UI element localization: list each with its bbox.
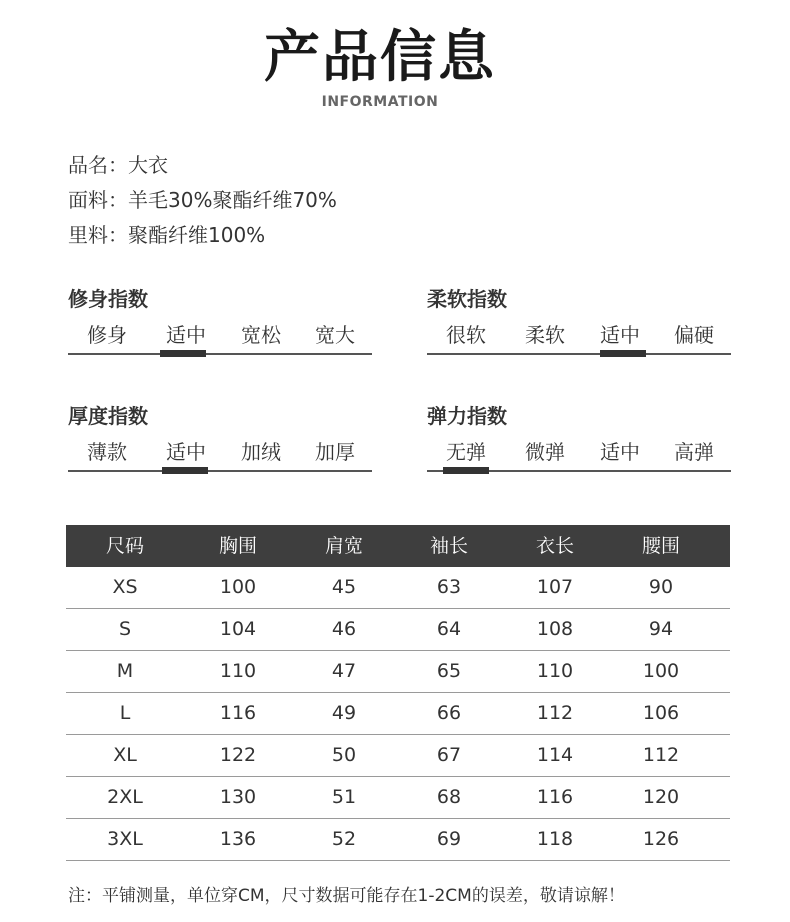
header-size: 尺码 xyxy=(105,535,144,557)
table-cell: 67 xyxy=(436,744,462,766)
header-waist: 腰围 xyxy=(641,535,680,557)
table-cell: 68 xyxy=(436,786,462,808)
thickness-index-selected-marker xyxy=(162,467,208,474)
thickness-option-2: 适中 xyxy=(166,440,206,464)
table-cell: 63 xyxy=(436,576,462,598)
table-cell: 110 xyxy=(219,660,257,682)
elasticity-index-selected-marker xyxy=(443,467,489,474)
table-cell: 50 xyxy=(331,744,357,766)
table-cell: 45 xyxy=(331,576,357,598)
table-row xyxy=(66,693,730,735)
table-cell: 2XL xyxy=(107,786,143,808)
table-row xyxy=(66,735,730,777)
table-cell: XL xyxy=(113,744,137,766)
table-row xyxy=(66,567,730,609)
table-cell: S xyxy=(118,618,132,640)
table-row xyxy=(66,819,730,861)
product-info xyxy=(68,148,337,253)
table-cell: 104 xyxy=(219,618,257,640)
table-cell: 3XL xyxy=(107,828,143,850)
table-cell: 51 xyxy=(331,786,357,808)
header-sleeve: 袖长 xyxy=(429,535,468,557)
table-cell: 52 xyxy=(331,828,357,850)
measurement-note: 注：平铺测量，单位穿CM，尺寸数据可能存在1-2CM的误差，敬请谅解！ xyxy=(68,886,625,906)
softness-index-scale-line xyxy=(427,353,731,355)
table-cell: 108 xyxy=(536,618,574,640)
fit-index-scale-line xyxy=(68,353,372,355)
header-length: 衣长 xyxy=(535,535,574,557)
elasticity-option-2: 微弹 xyxy=(525,440,565,464)
thickness-index-scale-line xyxy=(68,470,372,472)
table-cell: 64 xyxy=(436,618,462,640)
elasticity-index-options xyxy=(427,437,731,469)
fit-index-title: 修身指数 xyxy=(68,287,148,311)
fit-option-3: 宽松 xyxy=(241,323,281,347)
softness-index-options xyxy=(427,320,731,352)
table-cell: 122 xyxy=(219,744,257,766)
table-cell: 94 xyxy=(648,618,674,640)
table-cell: 118 xyxy=(536,828,574,850)
table-cell: 136 xyxy=(219,828,257,850)
table-cell: 114 xyxy=(536,744,574,766)
elasticity-option-4: 高弹 xyxy=(674,440,714,464)
size-table-header xyxy=(66,525,730,567)
fit-option-1: 修身 xyxy=(87,323,127,347)
softness-index xyxy=(427,286,731,347)
table-cell: 100 xyxy=(219,576,257,598)
table-cell: 120 xyxy=(642,786,680,808)
table-row xyxy=(66,777,730,819)
table-cell: 110 xyxy=(536,660,574,682)
page-subtitle: INFORMATION xyxy=(321,94,439,110)
thickness-option-3: 加绒 xyxy=(241,440,281,464)
table-cell: L xyxy=(119,702,131,724)
table-cell: 100 xyxy=(642,660,680,682)
thickness-option-1: 薄款 xyxy=(87,440,127,464)
elasticity-index xyxy=(427,403,731,464)
page-title: 产品信息 xyxy=(264,25,496,90)
softness-index-selected-marker xyxy=(600,350,646,357)
info-lining: 里料：聚酯纤维100% xyxy=(68,223,266,247)
table-cell: 130 xyxy=(219,786,257,808)
elasticity-option-1: 无弹 xyxy=(446,440,486,464)
table-row xyxy=(66,651,730,693)
table-cell: 126 xyxy=(642,828,680,850)
table-cell: 112 xyxy=(536,702,574,724)
table-cell: M xyxy=(116,660,134,682)
thickness-index-title: 厚度指数 xyxy=(68,404,148,428)
fit-option-4: 宽大 xyxy=(315,323,355,347)
softness-option-3: 适中 xyxy=(600,323,640,347)
header-chest: 胸围 xyxy=(218,535,257,557)
fit-index-selected-marker xyxy=(160,350,206,357)
softness-option-2: 柔软 xyxy=(525,323,565,347)
table-cell: 69 xyxy=(436,828,462,850)
fit-index xyxy=(68,286,372,347)
table-cell: 112 xyxy=(642,744,680,766)
softness-option-4: 偏硬 xyxy=(674,323,714,347)
elasticity-index-title: 弹力指数 xyxy=(427,404,507,428)
table-cell: 47 xyxy=(331,660,357,682)
table-cell: 107 xyxy=(536,576,574,598)
fit-option-2: 适中 xyxy=(166,323,206,347)
table-cell: 116 xyxy=(536,786,574,808)
softness-option-1: 很软 xyxy=(446,323,486,347)
info-fabric: 面料：羊毛30%聚酯纤维70% xyxy=(68,188,337,212)
table-cell: 90 xyxy=(648,576,674,598)
table-cell: 106 xyxy=(642,702,680,724)
table-cell: 46 xyxy=(331,618,357,640)
info-product-name: 品名：大衣 xyxy=(68,153,168,177)
size-table xyxy=(66,525,730,861)
thickness-option-4: 加厚 xyxy=(315,440,355,464)
elasticity-option-3: 适中 xyxy=(600,440,640,464)
table-cell: 116 xyxy=(219,702,257,724)
fit-index-options xyxy=(68,320,372,352)
table-cell: XS xyxy=(112,576,138,598)
thickness-index-options xyxy=(68,437,372,469)
table-cell: 66 xyxy=(436,702,462,724)
header-shoulder: 肩宽 xyxy=(324,535,363,557)
table-cell: 49 xyxy=(331,702,357,724)
table-cell: 65 xyxy=(436,660,462,682)
softness-index-title: 柔软指数 xyxy=(427,287,507,311)
thickness-index xyxy=(68,403,372,464)
table-row xyxy=(66,609,730,651)
